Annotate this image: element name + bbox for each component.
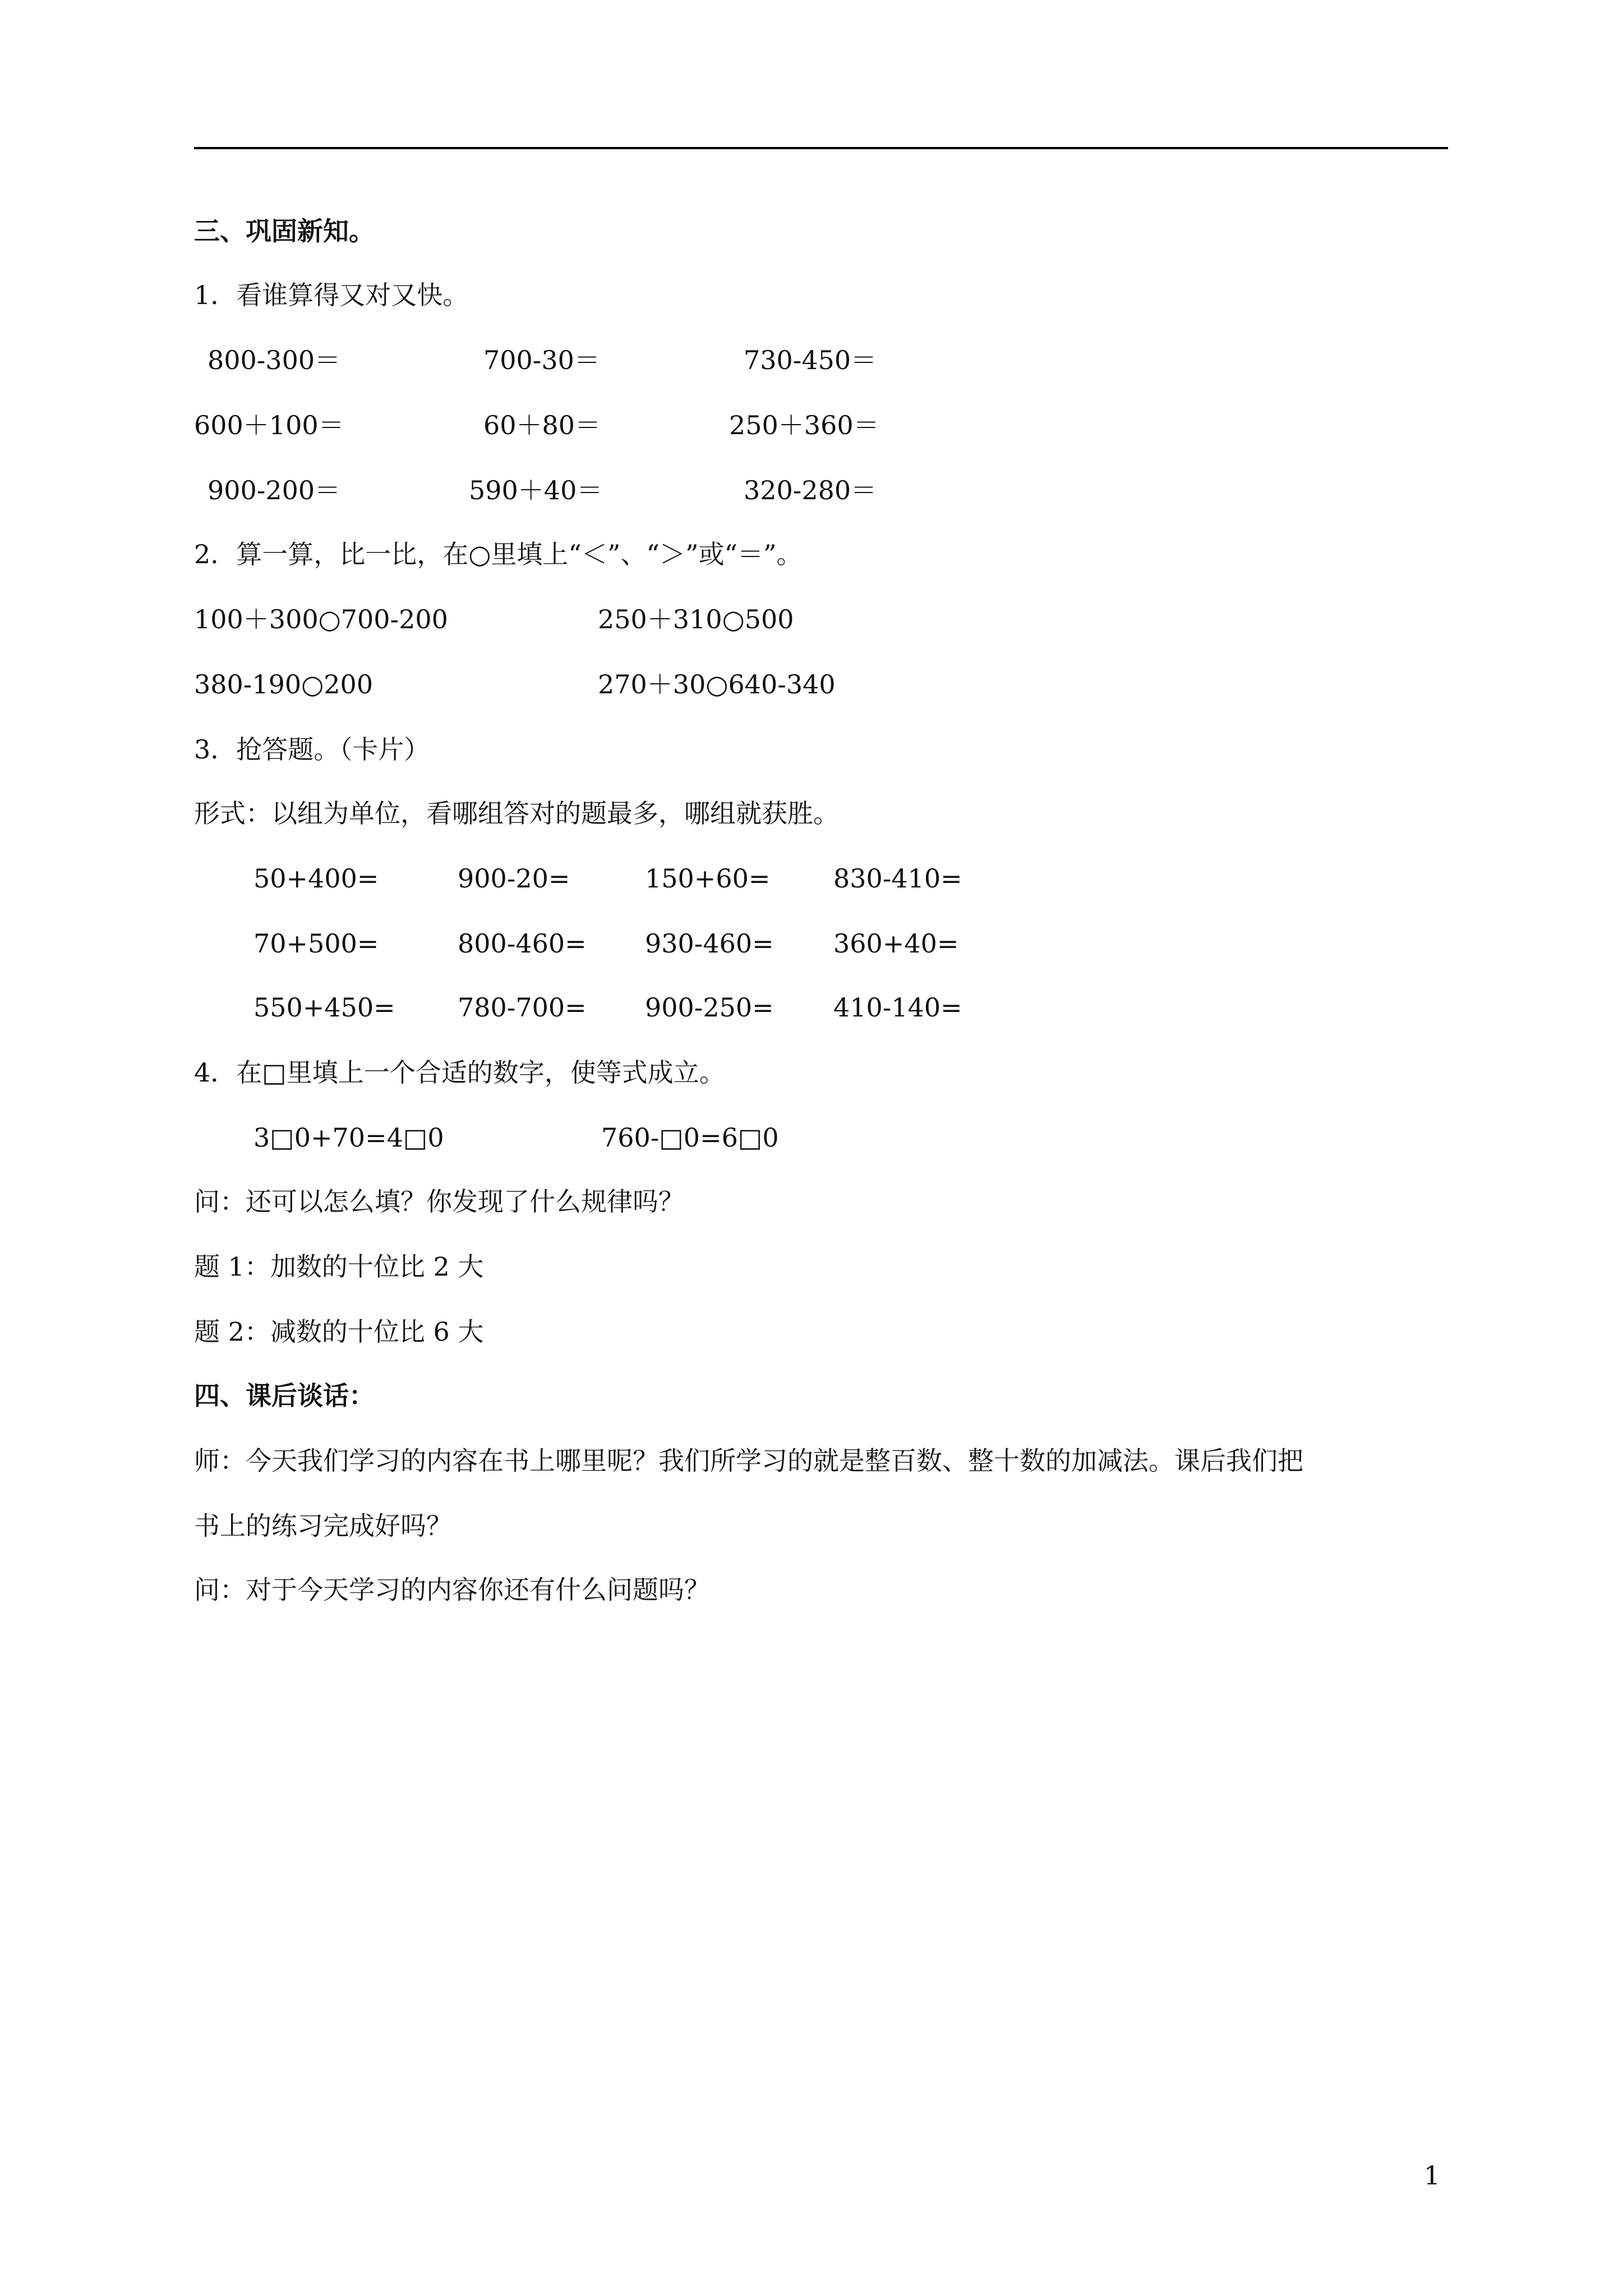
q1-title: 1．看谁算得又对又快。: [194, 280, 469, 310]
q2-cell: 270＋30○640-340: [598, 669, 836, 700]
q4-note-1: 题 1：加数的十位比 2 大: [194, 1251, 484, 1282]
q3-cell: 70+500=: [253, 928, 379, 959]
q1-cell: 730-450＝: [744, 345, 877, 375]
q1-cell: 800-300＝: [208, 345, 341, 375]
q4-title: 4．在□里填上一个合适的数字，使等式成立。: [194, 1057, 725, 1088]
q3-cell: 360+40=: [833, 928, 959, 959]
q4-question: 问：还可以怎么填？你发现了什么规律吗？: [194, 1186, 684, 1217]
closing-question: 问：对于今天学习的内容你还有什么问题吗？: [194, 1575, 710, 1605]
q4-note-2: 题 2：减数的十位比 6 大: [194, 1317, 484, 1347]
section-3-heading: 三、巩固新知。: [194, 216, 375, 246]
q3-form: 形式：以组为单位，看哪组答对的题最多，哪组就获胜。: [194, 798, 839, 829]
q4-item: 760-□0=6□0: [601, 1122, 779, 1153]
q3-cell: 780-700=: [458, 992, 587, 1023]
q1-cell: 900-200＝: [208, 475, 341, 505]
q3-cell: 800-460=: [458, 928, 587, 959]
q3-cell: 830-410=: [833, 863, 962, 894]
q3-cell: 50+400=: [253, 863, 379, 894]
section-4-heading: 四、课后谈话：: [194, 1381, 375, 1411]
teacher-line-2: 书上的练习完成好吗？: [194, 1511, 452, 1541]
teacher-line-1: 师：今天我们学习的内容在书上哪里呢？我们所学习的就是整百数、整十数的加减法。课后我们把: [194, 1446, 1303, 1476]
q2-cell: 100＋300○700-200: [194, 604, 448, 634]
q3-cell: 550+450=: [253, 992, 395, 1023]
q1-cell: 250＋360＝: [729, 410, 879, 440]
q2-cell: 380-190○200: [194, 669, 374, 700]
q2-title: 2．算一算，比一比，在○里填上“＜”、“＞”或“＝”。: [194, 539, 803, 569]
q1-cell: 700-30＝: [483, 345, 600, 375]
q1-cell: 600＋100＝: [194, 410, 344, 440]
q3-title: 3．抢答题。（卡片）: [194, 734, 430, 765]
header-rule: [194, 147, 1448, 149]
q3-cell: 900-250=: [645, 992, 774, 1023]
q3-cell: 410-140=: [833, 992, 962, 1023]
q1-cell: 60＋80＝: [483, 410, 601, 440]
q2-cell: 250＋310○500: [598, 604, 794, 634]
q3-cell: 930-460=: [645, 928, 774, 959]
q3-cell: 900-20=: [458, 863, 570, 894]
page-number: 1: [1423, 2160, 1440, 2191]
q4-item: 3□0+70=4□0: [253, 1122, 444, 1153]
q1-cell: 590＋40＝: [469, 475, 603, 505]
q3-cell: 150+60=: [645, 863, 771, 894]
q1-cell: 320-280＝: [744, 475, 877, 505]
